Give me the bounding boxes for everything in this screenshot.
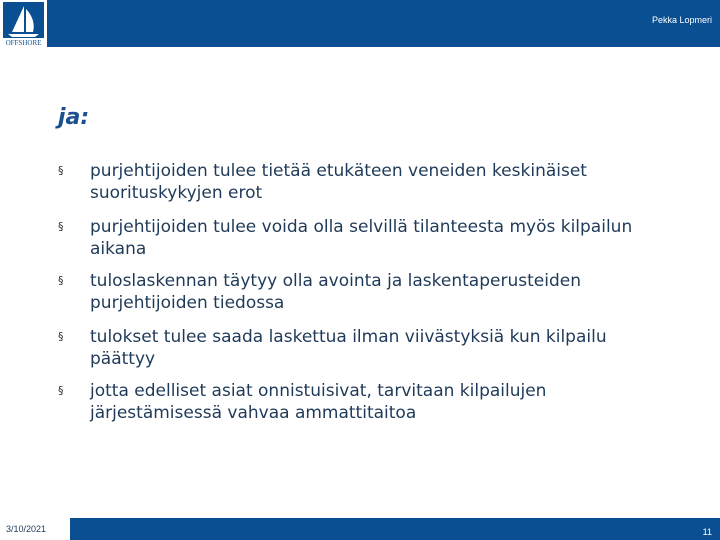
sailboat-logo-icon (0, 0, 47, 47)
header-bar (0, 0, 720, 47)
slide-date: 3/10/2021 (6, 524, 47, 534)
bullet-marker-icon: § (58, 220, 64, 233)
bullet-text: purjehtijoiden tulee voida olla selvillä tilanteesta myös kilpailun aikana (90, 217, 633, 259)
bullet-text: purjehtijoiden tulee tietää etukäteen veneiden keskinäiset suorituskykyjen erot (90, 161, 587, 203)
bullet-text: tuloslaskennan täytyy olla avointa ja laskentaperusteiden purjehtijoiden tiedossa (90, 271, 581, 313)
offshore-logo (0, 0, 47, 47)
slide-title: ja: (58, 105, 90, 130)
author-name: Pekka Lopmeri (651, 15, 712, 25)
bullet-text: tulokset tulee saada laskettua ilman viivästyksiä kun kilpailu päättyy (90, 327, 607, 369)
footer-bar (0, 518, 720, 540)
bullet-marker-icon: § (58, 164, 64, 177)
bullet-marker-icon: § (58, 384, 64, 397)
bullet-marker-icon: § (58, 330, 64, 343)
bullet-marker-icon: § (58, 274, 64, 287)
svg-text:OFFSHORE: OFFSHORE (5, 39, 42, 47)
bullet-text: jotta edelliset asiat onnistuisivat, tarvitaan kilpailujen järjestämisessä vahvaa ammattitaitoa (90, 381, 547, 423)
page-number: 11 (702, 527, 712, 537)
